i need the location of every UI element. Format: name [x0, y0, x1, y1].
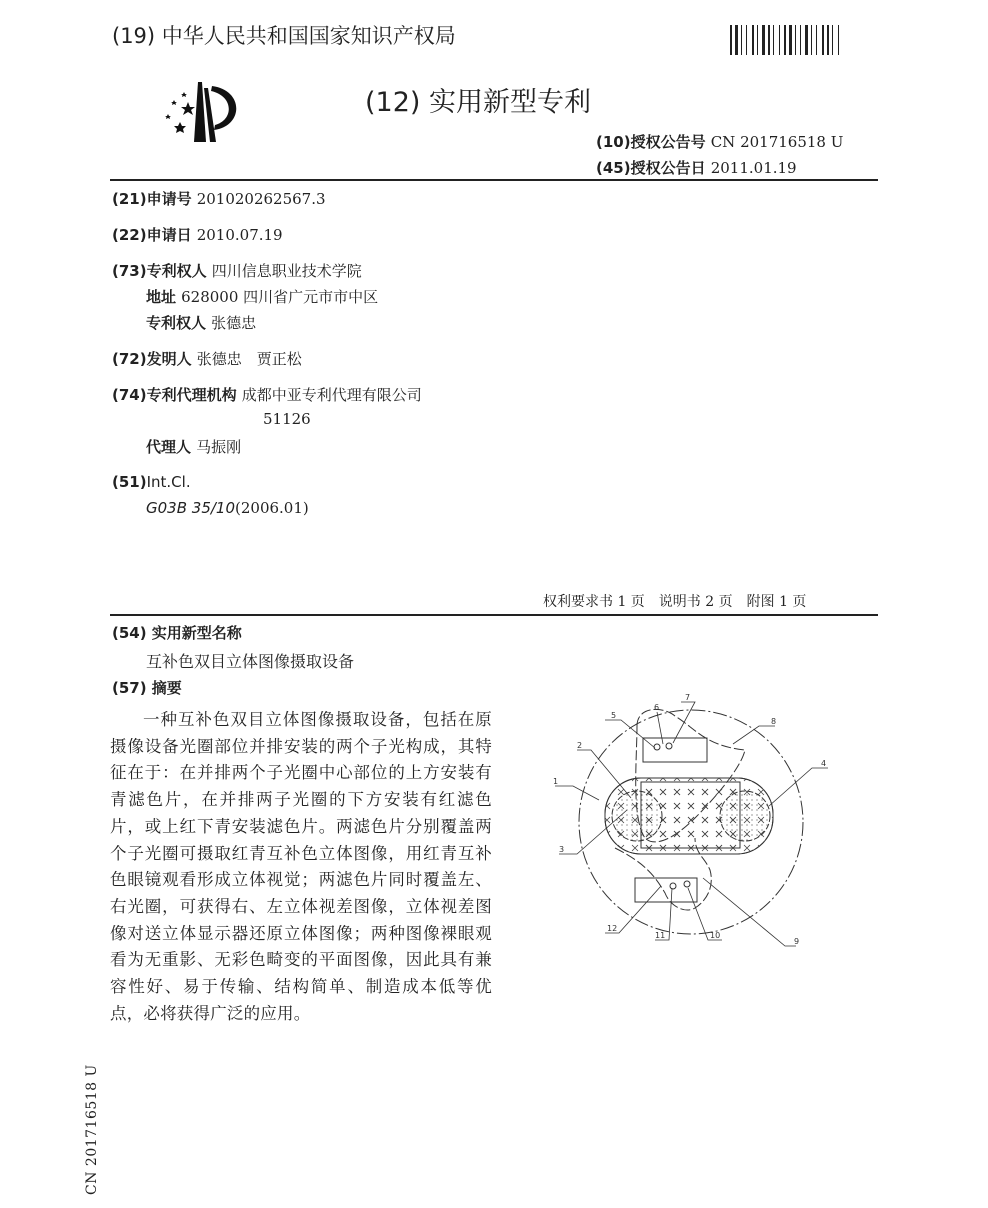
application-number [112, 188, 326, 209]
figure-label: 9 [794, 937, 800, 946]
figure-label: 2 [577, 741, 583, 750]
field-label: 申请号 [146, 190, 192, 208]
barcode-bar [800, 25, 801, 55]
barcode-bar [827, 25, 829, 55]
barcode-bar [816, 25, 817, 55]
field-code: (21) [112, 190, 147, 208]
barcode [730, 25, 878, 55]
int-cl [112, 472, 191, 491]
field-label: 专利权人 [146, 314, 207, 332]
abstract-heading [112, 677, 182, 698]
pub-no-value: CN 201716518 U [710, 133, 844, 151]
barcode-bar [838, 25, 839, 55]
inventor [112, 348, 302, 369]
address [146, 286, 378, 307]
barcode-bar [822, 25, 824, 55]
field-code: (54) [112, 624, 147, 642]
abstract-figure [545, 688, 845, 963]
field-code: (72) [112, 350, 147, 368]
barcode-bar [795, 25, 796, 55]
left-aperture [612, 791, 662, 841]
upper-rect [643, 738, 707, 762]
figure-label: 11 [655, 931, 666, 940]
header-divider [110, 179, 878, 181]
figure-label: 3 [559, 845, 565, 854]
barcode-bar [730, 25, 732, 55]
field-code: (57) [112, 679, 147, 697]
utility-model-title: 互补色双目立体图像摄取设备 [146, 652, 355, 671]
classification-version: (2006.01) [235, 499, 309, 517]
utility-model-title-heading [112, 622, 242, 643]
field-value: 2010.07.19 [196, 226, 283, 244]
field-code: (73) [112, 262, 147, 280]
pub-date-code: (45) [596, 159, 631, 177]
barcode-bar [752, 25, 754, 55]
abstract-text: 一种互补色双目立体图像摄取设备，包括在原摄像设备光圈部位并排安装的两个子光构成，其特征在于：在并排两个子光圈中心部位的上方安装有青滤色片，在并排两子光圈的下方安装有红滤色片，或上红下青安装滤色片。两滤色片分别覆盖两个子光圈可摄取红青互补色立体图像，用红青互补色眼镜观看形成立体视觉；两滤色片同时覆盖左、右光圈，可获得右、左立体视差图像，立体视差图像对送立体显示器还原立体图像；两种图像裸眼观看为无重影、无彩色畸变的平面图像，因此具有兼容性好、易于传输、结构简单、制造成本低等优点，必将获得广泛的应用。 [110, 710, 492, 1023]
field-label: 发明人 [146, 350, 192, 368]
barcode-bar [735, 25, 738, 55]
barcode-bar [811, 25, 812, 55]
agent [146, 436, 241, 457]
figure-label: 5 [611, 711, 617, 720]
field-value: 马振刚 [196, 438, 242, 456]
figure-label: 12 [607, 924, 618, 933]
figure-label: 6 [654, 703, 660, 712]
barcode-bar [768, 25, 770, 55]
document-type: (12) 实用新型专利 [365, 87, 592, 118]
figure-label: 10 [710, 931, 721, 940]
figure-label: 1 [553, 777, 559, 786]
barcode-bar [757, 25, 758, 55]
field-value: 四川信息职业技术学院 [211, 262, 362, 280]
field-code: (74) [112, 386, 147, 404]
patentee-2 [146, 312, 256, 333]
field-label: 地址 [146, 288, 177, 306]
classification-code: G03B 35/10 [146, 499, 235, 517]
field-code: (22) [112, 226, 147, 244]
field-value: 201020262567.3 [196, 190, 326, 208]
figure-label: 4 [821, 759, 827, 768]
barcode-bar [779, 25, 780, 55]
figure-drawing [545, 688, 845, 963]
barcode-graphic [730, 25, 878, 55]
barcode-bar [746, 25, 747, 55]
barcode-bar [805, 25, 808, 55]
field-label: 代理人 [146, 438, 192, 456]
field-label: 摘要 [151, 679, 182, 697]
abstract-body [110, 707, 492, 1027]
field-value: 成都中亚专利代理有限公司 [241, 386, 422, 404]
side-publication-number: CN 201716518 U [84, 1064, 100, 1195]
int-cl-class [146, 498, 309, 517]
application-date [112, 224, 283, 245]
barcode-bar [762, 25, 765, 55]
field-label: 专利代理机构 [146, 386, 237, 404]
patentee [112, 260, 362, 281]
pub-date-value: 2011.01.19 [710, 159, 797, 177]
field-label: 申请日 [146, 226, 192, 244]
field-label: Int.Cl. [146, 473, 191, 491]
pages-info: 权利要求书 1 页 说明书 2 页 附图 1 页 [543, 594, 807, 610]
barcode-bar [832, 25, 833, 55]
pub-no-label: 授权公告号 [630, 133, 706, 151]
section-divider [110, 614, 878, 616]
field-label: 专利权人 [146, 262, 207, 280]
right-aperture [720, 791, 770, 841]
barcode-bar [773, 25, 774, 55]
pub-no-code: (10) [596, 133, 631, 151]
field-value: 张德忠 [211, 314, 257, 332]
field-label: 实用新型名称 [151, 624, 242, 642]
pub-date-label: 授权公告日 [630, 159, 706, 177]
field-code: (51) [112, 473, 147, 491]
field-value: 张德忠 贾正松 [196, 350, 302, 368]
barcode-bar [784, 25, 786, 55]
publication-date-row [596, 157, 797, 178]
cnipa-logo [160, 80, 250, 146]
patent-agency [112, 384, 422, 405]
logo-graphic [160, 80, 250, 146]
field-value: 628000 四川省广元市市中区 [181, 288, 379, 306]
figure-label: 8 [771, 717, 777, 726]
office-name: (19) 中华人民共和国国家知识产权局 [112, 24, 456, 48]
figure-label: 7 [685, 693, 691, 702]
barcode-bar [741, 25, 742, 55]
agency-code: 51126 [263, 410, 311, 428]
publication-number-row [596, 131, 843, 152]
barcode-bar [789, 25, 792, 55]
